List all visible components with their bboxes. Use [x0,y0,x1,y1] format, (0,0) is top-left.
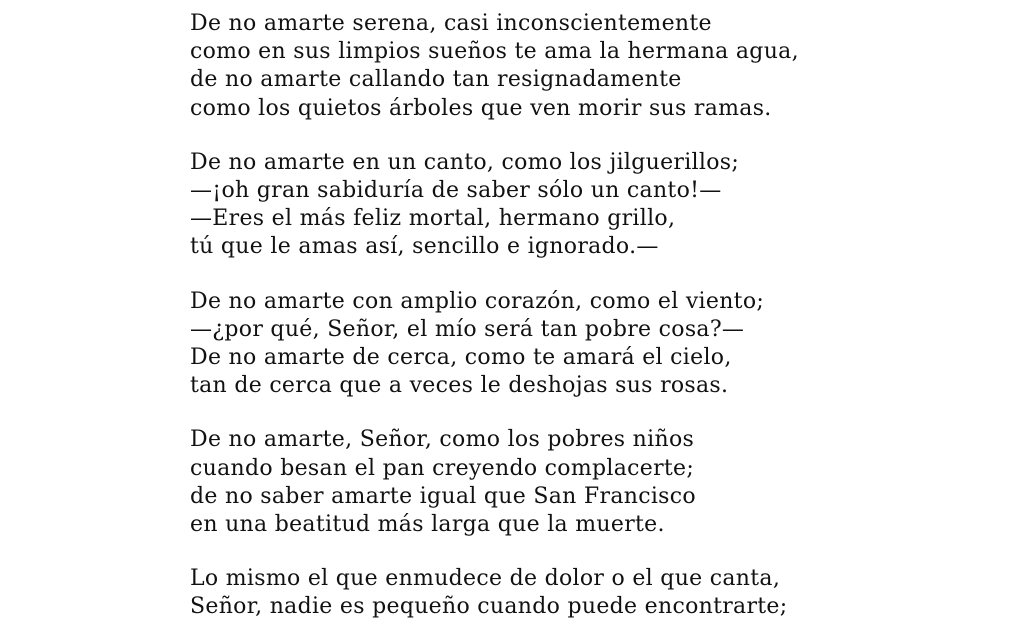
stanza [190,149,799,262]
stanza [190,288,799,401]
poem-line: cuando besan el pan creyendo complacerte; [190,455,695,481]
stanza-gap [190,262,799,288]
poem-line: en una beatitud más larga que la muerte. [190,512,665,538]
stanza-gap [190,539,799,565]
poem-line: —¿por qué, Señor, el mío será tan pobre cosa?— [190,316,745,342]
stanza-gap [190,400,799,426]
poem-line: tan de cerca que a veces le deshojas sus rosas. [190,373,729,399]
poem-line: como los quietos árboles que ven morir sus ramas. [190,95,772,121]
poem-line: De no amarte serena, casi inconscientemente [190,11,712,36]
poem-line: Lo mismo el que enmudece de dolor o el que canta, [190,566,781,592]
poem-line: como en sus limpios sueños te ama la hermana agua, [190,39,799,65]
poem-text [190,10,799,622]
poem-line: tú que le amas así, sencillo e ignorado.— [190,234,659,260]
poem-line: De no amarte en un canto, como los jilguerillos; [190,149,740,175]
poem-line: de no amarte callando tan resignadamente [190,67,682,93]
poem-line: De no amarte, Señor, como los pobres niños [190,427,695,453]
poem-line: De no amarte de cerca, como te amará el cielo, [190,345,732,371]
poem-line: De no amarte con amplio corazón, como el viento; [190,288,765,314]
poem-line: de no saber amarte igual que San Francisco [190,483,696,509]
stanza-gap [190,123,799,149]
stanza [190,565,799,621]
poem-line: —Eres el más feliz mortal, hermano grillo, [190,206,676,232]
stanza [190,10,799,123]
stanza [190,426,799,539]
poem-line: Señor, nadie es pequeño cuando puede encontrarte; [190,594,788,620]
poem-line: —¡oh gran sabiduría de saber sólo un canto!— [190,178,722,204]
